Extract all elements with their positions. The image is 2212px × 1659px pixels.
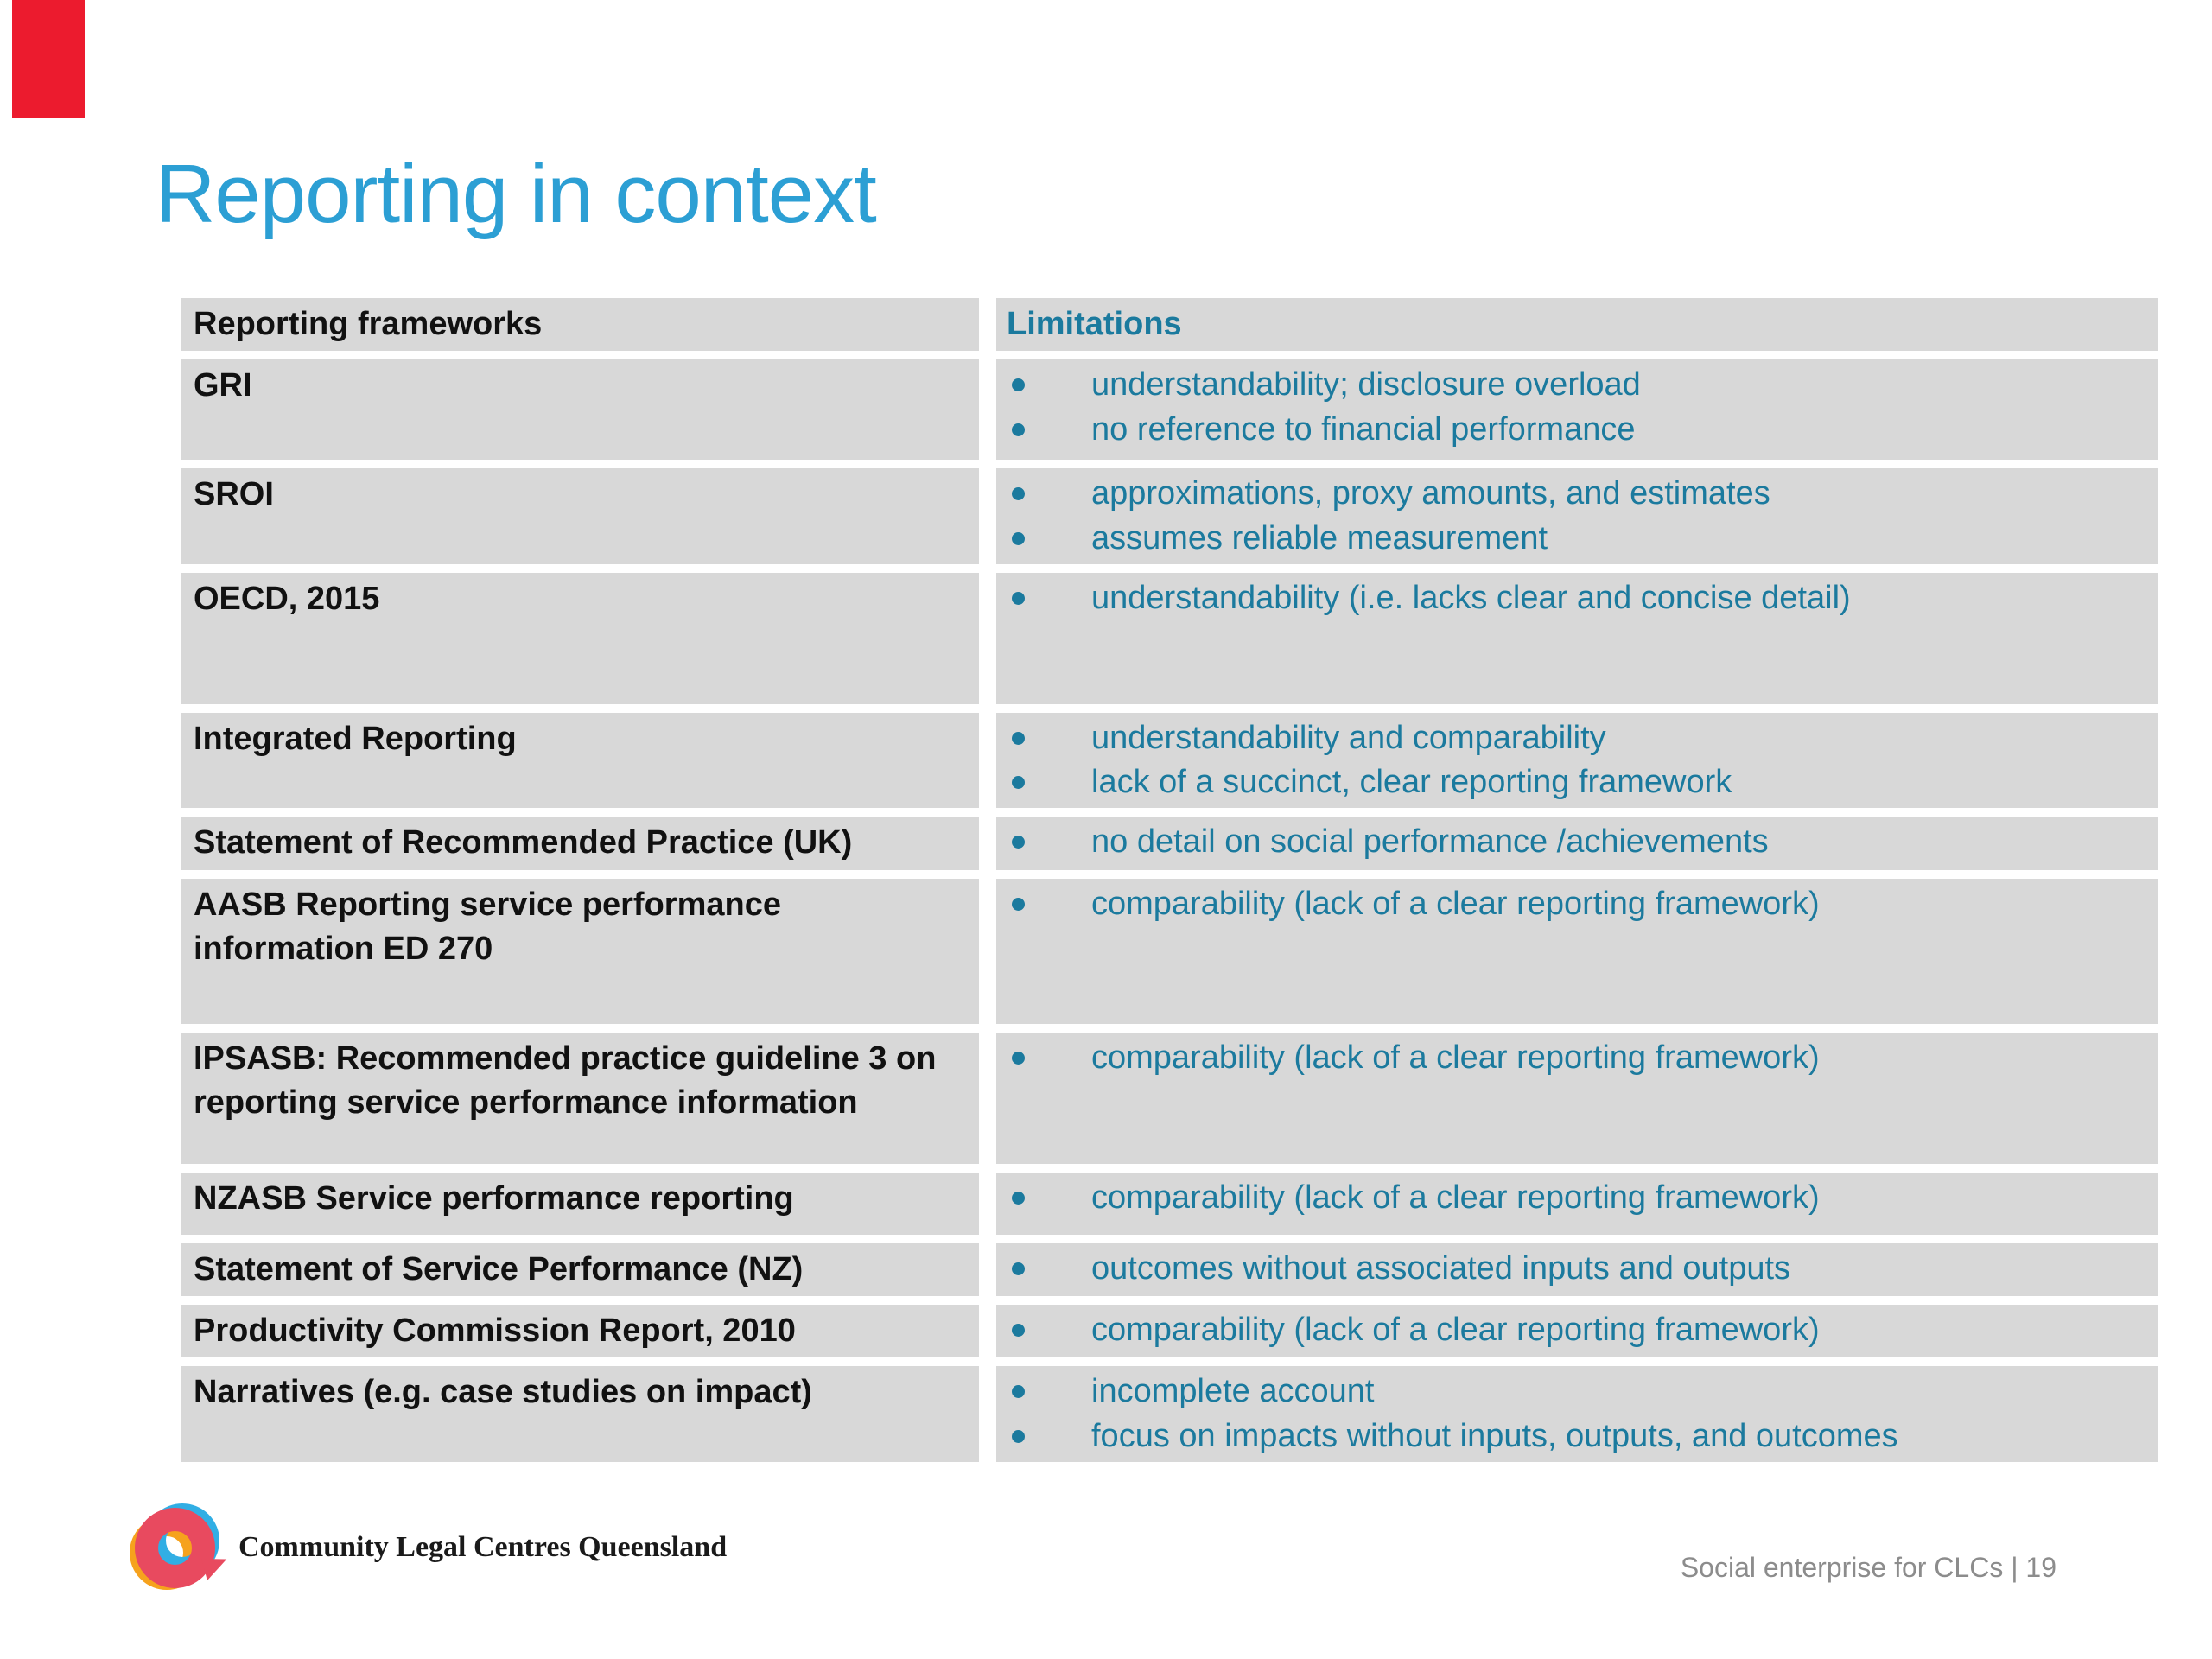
framework-cell: IPSASB: Recommended practice guideline 3 on reporting service performance information: [181, 1033, 979, 1164]
limitation-item: lack of a succinct, clear reporting framework: [996, 760, 2150, 804]
limitations-cell: [996, 359, 2158, 460]
limitation-item: outcomes without associated inputs and outputs: [996, 1247, 2150, 1291]
page-footer-label: Social enterprise for CLCs | 19: [1680, 1552, 2056, 1583]
limitations-list: [996, 716, 2150, 805]
framework-cell: Narratives (e.g. case studies on impact): [181, 1366, 979, 1462]
table-row: [181, 1366, 2158, 1462]
logo-pink-ring: [135, 1508, 215, 1588]
limitations-cell: [996, 1173, 2158, 1235]
brand-name: Community Legal Centres Queensland: [238, 1531, 728, 1563]
table-row: [181, 468, 2158, 564]
limitations-cell: [996, 1033, 2158, 1164]
limitations-list: [996, 472, 2150, 561]
limitation-item: no detail on social performance /achievements: [996, 820, 2150, 864]
limitations-list: [996, 363, 2150, 452]
framework-cell: AASB Reporting service performance information ED 270: [181, 879, 979, 1024]
framework-cell: Statement of Recommended Practice (UK): [181, 817, 979, 869]
table-row: [181, 573, 2158, 704]
table-row: [181, 1243, 2158, 1296]
frameworks-table: [181, 298, 2158, 1462]
limitations-list: [996, 1036, 2150, 1080]
limitations-list: [996, 1176, 2150, 1220]
table-row: [181, 1033, 2158, 1164]
limitations-list: [996, 820, 2150, 864]
table-row: [181, 1305, 2158, 1357]
footer-brand: [130, 1503, 727, 1592]
limitation-item: understandability and comparability: [996, 716, 2150, 760]
table-row: [181, 359, 2158, 460]
framework-cell: Integrated Reporting: [181, 713, 979, 809]
limitation-item: comparability (lack of a clear reporting framework): [996, 1308, 2150, 1352]
limitation-item: assumes reliable measurement: [996, 517, 2150, 561]
column-header-limitations: Limitations: [996, 298, 2158, 351]
limitation-item: understandability; disclosure overload: [996, 363, 2150, 407]
limitations-list: [996, 882, 2150, 926]
column-header-frameworks: Reporting frameworks: [181, 298, 979, 351]
red-annotation-marker: [12, 0, 85, 118]
limitation-item: incomplete account: [996, 1370, 2150, 1414]
limitation-item: comparability (lack of a clear reporting framework): [996, 1036, 2150, 1080]
limitations-list: [996, 1308, 2150, 1352]
limitations-cell: [996, 879, 2158, 1024]
limitations-cell: [996, 1305, 2158, 1357]
table-row: [181, 879, 2158, 1024]
limitation-item: understandability (i.e. lacks clear and concise detail): [996, 576, 2150, 620]
framework-cell: NZASB Service performance reporting: [181, 1173, 979, 1235]
limitation-item: no reference to financial performance: [996, 408, 2150, 452]
limitations-list: [996, 576, 2150, 620]
table-row: [181, 1173, 2158, 1235]
framework-cell: OECD, 2015: [181, 573, 979, 704]
framework-cell: Productivity Commission Report, 2010: [181, 1305, 979, 1357]
table-row: [181, 817, 2158, 869]
table-row: [181, 713, 2158, 809]
limitation-item: approximations, proxy amounts, and estimates: [996, 472, 2150, 516]
limitation-item: comparability (lack of a clear reporting framework): [996, 1176, 2150, 1220]
limitations-cell: [996, 573, 2158, 704]
limitations-cell: [996, 1243, 2158, 1296]
limitations-cell: [996, 1366, 2158, 1462]
framework-cell: Statement of Service Performance (NZ): [181, 1243, 979, 1296]
clcq-logo-icon: [130, 1503, 223, 1592]
logo-tail: [201, 1553, 231, 1580]
slide-title: Reporting in context: [156, 148, 876, 240]
limitations-cell: [996, 713, 2158, 809]
limitation-item: comparability (lack of a clear reporting framework): [996, 882, 2150, 926]
limitations-cell: [996, 468, 2158, 564]
limitations-list: [996, 1370, 2150, 1459]
limitations-cell: [996, 817, 2158, 869]
limitations-list: [996, 1247, 2150, 1291]
table-header-row: [181, 298, 2158, 351]
framework-cell: SROI: [181, 468, 979, 564]
limitation-item: focus on impacts without inputs, outputs, and outcomes: [996, 1414, 2150, 1459]
framework-cell: GRI: [181, 359, 979, 460]
